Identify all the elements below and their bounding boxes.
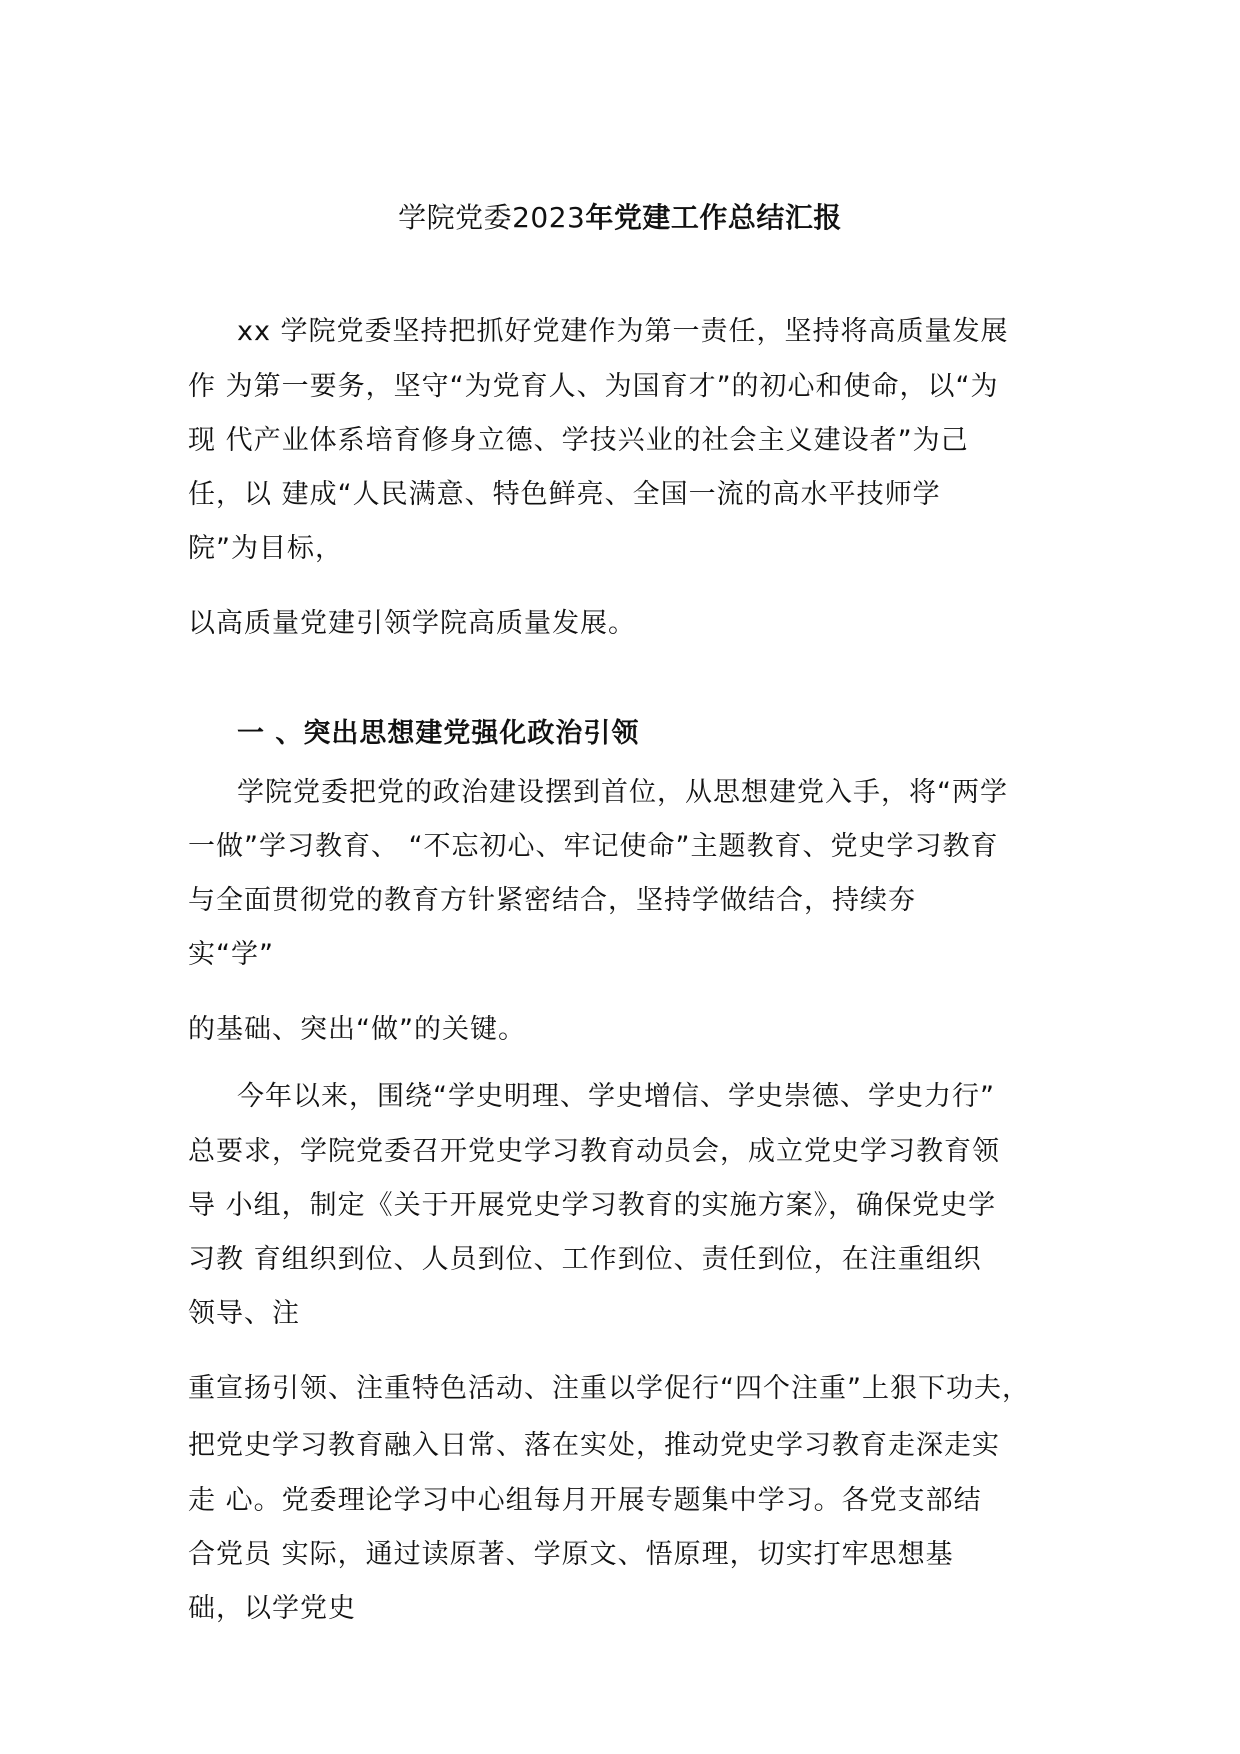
paragraph-line: 领导、注: [188, 1298, 300, 1329]
paragraph-line: 导 小组，制定《关于开展党史学习教育的实施方案》，确保党史学: [188, 1190, 997, 1221]
paragraph-line: 今年以来，围绕“学史明理、学史增信、学史崇德、学史力行”: [237, 1081, 995, 1112]
paragraph-line: 与全面贯彻党的教育方针紧密结合，坚持学做结合，持续夯: [188, 885, 916, 916]
paragraph-line: 任，以 建成“人民满意、特色鲜亮、全国一流的高水平技师学: [188, 479, 941, 510]
paragraph-line: 院”为目标，: [188, 533, 343, 564]
paragraph-line: 实“学”: [188, 939, 274, 970]
paragraph-line: 合党员 实际，通过读原著、学原文、悟原理，切实打牢思想基: [188, 1539, 954, 1570]
paragraph-line: 学院党委把党的政治建设摆到首位，从思想建党入手，将“两学: [237, 777, 1008, 808]
paragraph-line: 总要求，学院党委召开党史学习教育动员会，成立党史学习教育领: [188, 1136, 1000, 1167]
paragraph-line: 重宣扬引领、注重特色活动、注重以学促行“四个注重”上狠下功夫，: [188, 1373, 1030, 1404]
paragraph-line: 作 为第一要务，坚守“为党育人、为国育才”的初心和使命，以“为: [188, 371, 999, 402]
paragraph-line: 习教 育组织到位、人员到位、工作到位、责任到位，在注重组织: [188, 1244, 982, 1275]
title-main: 年党建工作总结汇报: [585, 201, 842, 234]
paragraph-line: 础，以学党史: [188, 1593, 356, 1624]
paragraph-line: 以高质量党建引领学院高质量发展。: [188, 608, 636, 639]
paragraph-line: 走 心。党委理论学习中心组每月开展专题集中学习。各党支部结: [188, 1485, 982, 1516]
paragraph-line: 把党史学习教育融入日常、落在实处，推动党史学习教育走深走实: [188, 1430, 1000, 1461]
paragraph-line: 一做”学习教育、 “不忘初心、牢记使命”主题教育、党史学习教育: [188, 831, 999, 862]
paragraph-line: 现 代产业体系培育修身立德、学技兴业的社会主义建设者”为己: [188, 425, 969, 456]
title-prefix: 学院党委2023: [398, 201, 586, 234]
section-heading: 一 、突出思想建党强化政治引领: [237, 718, 640, 749]
document-title: [0, 198, 1240, 238]
paragraph-line: xx 学院党委坚持把抓好党建作为第一责任，坚持将高质量发展: [237, 316, 1009, 347]
paragraph-line: 的基础、突出“做”的关键。: [188, 1014, 526, 1045]
